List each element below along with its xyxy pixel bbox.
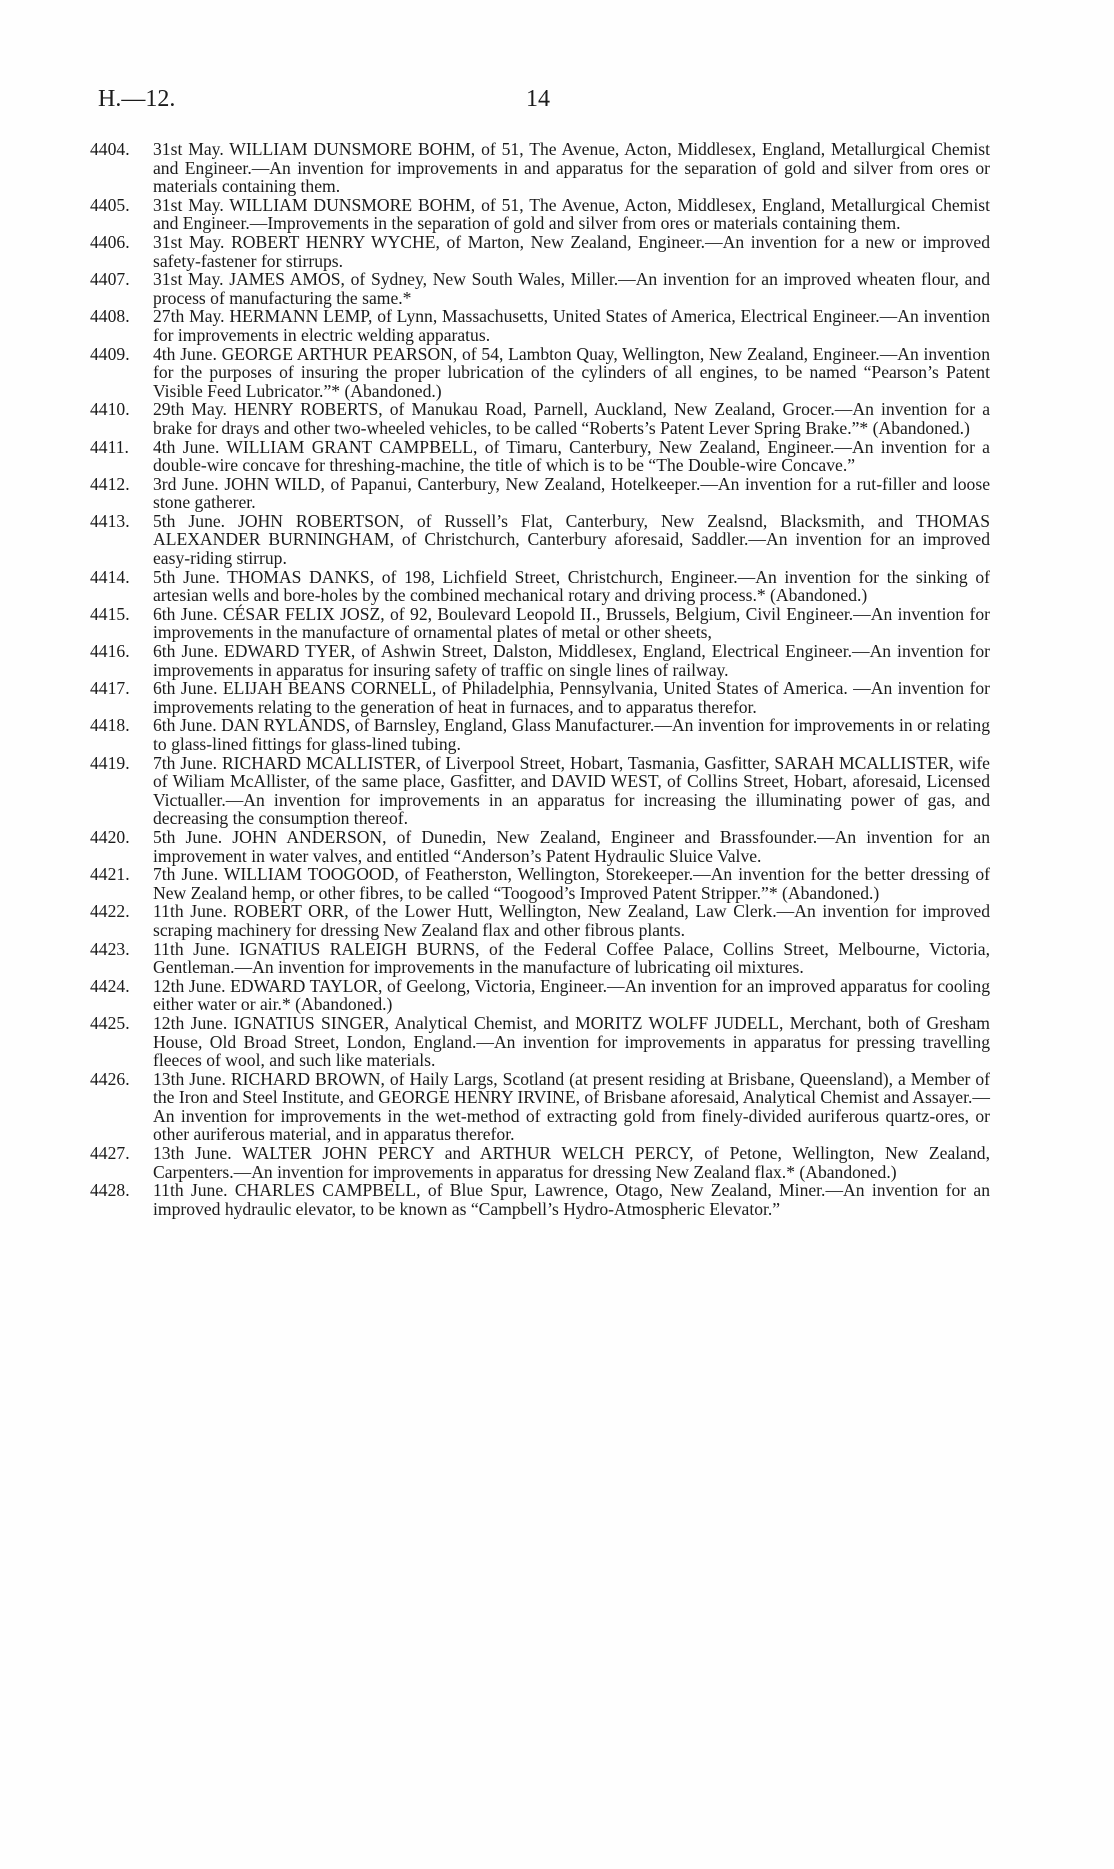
entry-text: 13th June. WALTER JOHN PERCY and ARTHUR WELCH PERCY, of Petone, Wellington, New Zealand, Carpenters.—An invention for improvements in apparatus for dressing New Zealand flax.* (Abandoned.): [153, 1143, 990, 1182]
entry-number: 4414.: [90, 566, 130, 587]
patent-entry: [90, 438, 990, 475]
entry-number: 4419.: [90, 752, 130, 773]
patent-entry: [90, 345, 990, 401]
entry-number: 4421.: [90, 864, 130, 885]
entry-text: 29th May. HENRY ROBERTS, of Manukau Road, Parnell, Auckland, New Zealand, Grocer.—An invention for a brake for drays and other two-wheeled vehicles, to be called “Roberts’s Patent Lever Spring Brake.”* (Abandoned.): [153, 399, 990, 438]
entry-number: 4406.: [90, 231, 130, 252]
patent-entry: [90, 568, 990, 605]
entry-text: 12th June. EDWARD TAYLOR, of Geelong, Victoria, Engineer.—An invention for an improved apparatus for cooling either water or air.* (Abandoned.): [153, 975, 990, 1015]
entry-text: 31st May. WILLIAM DUNSMORE BOHM, of 51, The Avenue, Acton, Middlesex, England, Metallurgical Chemist and Engineer.—An invention for improvements in and apparatus for the separation of gold and silver from ores or materials containing them.: [153, 139, 990, 197]
entry-text: 6th June. DAN RYLANDS, of Barnsley, England, Glass Manufacturer.—An invention for improvements in or relating to glass-lined fittings for glass-lined tubing.: [153, 715, 990, 754]
entry-text: 7th June. RICHARD MCALLISTER, of Liverpool Street, Hobart, Tasmania, Gasfitter, SARAH MCALLISTER, wife of Wiliam McAllister, of the same place, Gasfitter, and DAVID WEST, of Collins Street, Hobart, aforesaid, Licensed Victualler.—An invention for improvements in an apparatus for increasing the illuminating power of gas, and decreasing the consumption thereof.: [153, 752, 990, 829]
entry-number: 4416.: [90, 641, 130, 662]
entry-number: 4425.: [90, 1012, 130, 1033]
patent-entry: [90, 1014, 990, 1070]
entry-number: 4424.: [90, 975, 130, 996]
entry-number: 4427.: [90, 1143, 130, 1164]
entry-text: 31st May. WILLIAM DUNSMORE BOHM, of 51, The Avenue, Acton, Middlesex, England, Metallurgical Chemist and Engineer.—Improvements in the separation of gold and silver from ores or materials containing them.: [153, 194, 990, 234]
entry-number: 4420.: [90, 826, 130, 847]
entry-number: 4409.: [90, 343, 130, 364]
patent-entry: [90, 754, 990, 828]
patent-entry: [90, 475, 990, 512]
entry-number: 4412.: [90, 473, 130, 494]
entry-text: 6th June. CÉSAR FELIX JOSZ, of 92, Boulevard Leopold II., Brussels, Belgium, Civil Engineer.—An invention for improvements in the manufacture of ornamental plates of metal or other sheets,: [153, 603, 990, 643]
patent-entry: [90, 1070, 990, 1144]
patent-entry: [90, 977, 990, 1014]
entry-number: 4417.: [90, 678, 130, 699]
entry-text: 13th June. RICHARD BROWN, of Haily Largs, Scotland (at present residing at Brisbane, Queensland), a Member of the Iron and Steel Institute, and GEORGE HENRY IRVINE, of Brisbane aforesaid, Analytical Chemist and Assayer.—An invention for improvements in the wet-method of extracting gold from finely-divided auriferous quartz-ores, or other auriferous material, and in apparatus therefor.: [153, 1068, 990, 1145]
patent-entry: [90, 512, 990, 568]
entry-text: 4th June. GEORGE ARTHUR PEARSON, of 54, Lambton Quay, Wellington, New Zealand, Engineer.—An invention for the purposes of insuring the proper lubrication of the cylinders of all engines, to be named “Pearson’s Patent Visible Feed Lubricator.”* (Abandoned.): [153, 343, 990, 401]
entry-text: 4th June. WILLIAM GRANT CAMPBELL, of Timaru, Canterbury, New Zealand, Engineer.—An invention for a double-wire concave for threshing-machine, the title of which is to be “The Double-wire Concave.”: [153, 436, 990, 476]
entry-number: 4411.: [90, 436, 129, 457]
entry-text: 7th June. WILLIAM TOOGOOD, of Featherston, Wellington, Storekeeper.—An invention for the better dressing of New Zealand hemp, or other fibres, to be called “Toogood’s Improved Patent Stripper.”* (Abandoned.): [153, 864, 990, 903]
entry-number: 4415.: [90, 603, 130, 624]
patent-entry: [90, 307, 990, 344]
entry-number: 4422.: [90, 901, 130, 922]
patent-entry: [90, 1181, 990, 1218]
patent-entry: [90, 1144, 990, 1181]
entry-text: 3rd June. JOHN WILD, of Papanui, Canterbury, New Zealand, Hotelkeeper.—An invention for a rut-filler and loose stone gatherer.: [153, 473, 990, 513]
patent-entry: [90, 233, 990, 270]
entry-text: 5th June. JOHN ROBERTSON, of Russell’s Flat, Canterbury, New Zealsnd, Blacksmith, and THOMAS ALEXANDER BURNINGHAM, of Christchurch, Canterbury aforesaid, Saddler.—An invention for an improved easy-riding stirrup.: [153, 510, 990, 569]
patent-entry: [90, 940, 990, 977]
entry-text: 31st May. JAMES AMOS, of Sydney, New South Wales, Miller.—An invention for an improved wheaten flour, and process of manufacturing the same.*: [153, 269, 990, 308]
page-number: 14: [526, 86, 550, 112]
patent-entry: [90, 140, 990, 196]
entry-number: 4413.: [90, 510, 130, 531]
entry-text: 11th June. CHARLES CAMPBELL, of Blue Spur, Lawrence, Otago, New Zealand, Miner.—An invention for an improved hydraulic elevator, to be known as “Campbell’s Hydro-Atmospheric Elevator.”: [153, 1180, 990, 1219]
patent-entry: [90, 400, 990, 437]
patent-entry: [90, 828, 990, 865]
entry-text: 11th June. IGNATIUS RALEIGH BURNS, of the Federal Coffee Palace, Collins Street, Melbourne, Victoria, Gentleman.—An invention for improvements in the manufacture of lubricating oil mixtures.: [153, 938, 990, 978]
patent-entry: [90, 679, 990, 716]
entry-number: 4418.: [90, 715, 130, 736]
document-code: H.—12.: [98, 86, 176, 112]
entry-text: 12th June. IGNATIUS SINGER, Analytical Chemist, and MORITZ WOLFF JUDELL, Merchant, both of Gresham House, Old Broad Street, London, England.—An invention for improvements in apparatus for pressing travelling fleeces of wool, and such like materials.: [153, 1012, 990, 1071]
patent-entry: [90, 902, 990, 939]
patent-entry: [90, 642, 990, 679]
entry-text: 5th June. JOHN ANDERSON, of Dunedin, New Zealand, Engineer and Brassfounder.—An invention for an improvement in water valves, and entitled “Anderson’s Patent Hydraulic Sluice Valve.: [153, 826, 990, 866]
patent-entry: [90, 716, 990, 753]
entry-number: 4408.: [90, 306, 130, 327]
entry-text: 6th June. ELIJAH BEANS CORNELL, of Philadelphia, Pennsylvania, United States of America. —An invention for improvements relating to the generation of heat in furnaces, and to apparatus therefor.: [153, 678, 990, 717]
entry-number: 4407.: [90, 269, 130, 290]
entry-number: 4423.: [90, 938, 130, 959]
entry-number: 4428.: [90, 1180, 130, 1201]
entry-text: 11th June. ROBERT ORR, of the Lower Hutt, Wellington, New Zealand, Law Clerk.—An invention for improved scraping machinery for dressing New Zealand flax and other fibrous plants.: [153, 901, 990, 940]
entry-number: 4405.: [90, 194, 130, 215]
entry-number: 4404.: [90, 139, 130, 159]
entry-number: 4426.: [90, 1068, 130, 1089]
entry-text: 27th May. HERMANN LEMP, of Lynn, Massachusetts, United States of America, Electrical Engineer.—An invention for improvements in electric welding apparatus.: [153, 306, 990, 345]
page-header: [98, 86, 978, 116]
entry-text: 6th June. EDWARD TYER, of Ashwin Street, Dalston, Middlesex, England, Electrical Engineer.—An invention for improvements in apparatus for insuring safety of traffic on single lines of railway.: [153, 641, 990, 680]
entry-number: 4410.: [90, 399, 130, 420]
entry-text: 5th June. THOMAS DANKS, of 198, Lichfield Street, Christchurch, Engineer.—An invention for the sinking of artesian wells and bore-holes by the combined mechanical rotary and driving process.* (Abandoned.): [153, 566, 990, 606]
patent-entry: [90, 196, 990, 233]
patent-entry: [90, 865, 990, 902]
entry-text: 31st May. ROBERT HENRY WYCHE, of Marton, New Zealand, Engineer.—An invention for a new or improved safety-fastener for stirrups.: [153, 231, 990, 271]
patent-entry: [90, 270, 990, 307]
patent-entries-list: [90, 140, 990, 1218]
patent-entry: [90, 605, 990, 642]
